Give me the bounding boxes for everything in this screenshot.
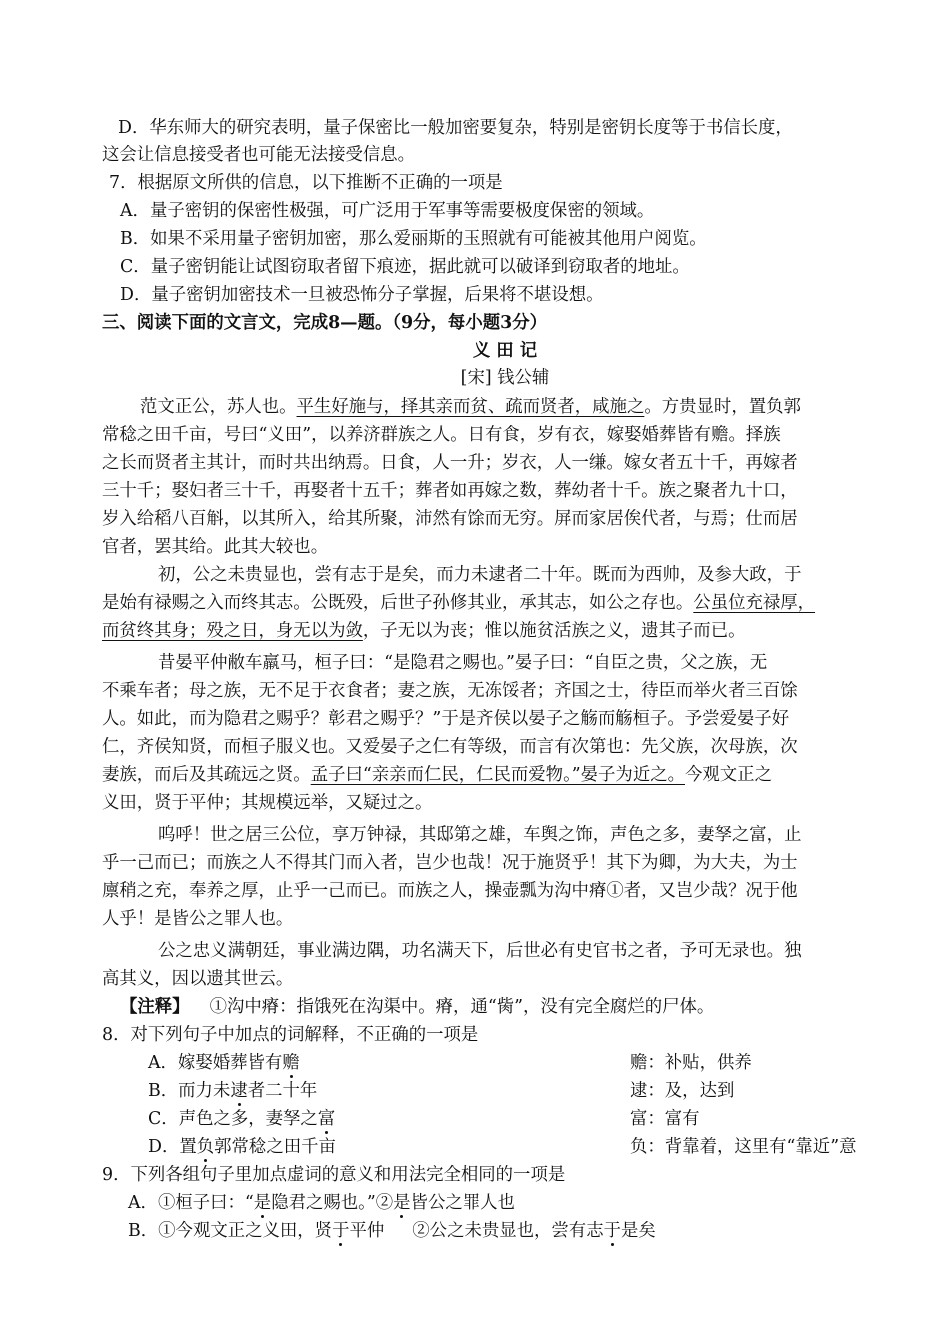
- q8-b-dotted-word: 逮: [230, 1081, 248, 1101]
- p3-line3: 人。如此，而为隐君之赐乎？彰君之赐乎？”于是齐侯以晏子之觞而觞桓子。予尝爱晏子好: [102, 709, 790, 729]
- q9-b-part1-pre: B．①今观文正之义田，贤: [128, 1221, 333, 1241]
- q9-a-part2-post: 皆公之罪人也: [410, 1193, 515, 1213]
- q8-c-gloss: 富：富有: [630, 1109, 700, 1129]
- q6-option-d-line2: 这会让信息接受者也可能无法接受信息。: [102, 145, 416, 165]
- q7-option-d: D．量子密钥加密技术一旦被恐怖分子掌握，后果将不堪设想。: [120, 285, 604, 305]
- q8-d-text-post: 郭常稔之田千亩: [214, 1137, 336, 1157]
- p3-line2: 不乘车者；母之族，无不足于衣食者；妻之族，无冻馁者；齐国之士，待臣而举火者三百馀: [102, 681, 798, 701]
- q9-a-part1-dotted: 是: [253, 1193, 272, 1213]
- q8-c-dotted-word: 富: [317, 1109, 336, 1129]
- p3-line6: 义田，贤于平仲；其规模远举，又疑过之。: [102, 793, 433, 813]
- q8-option-b: [148, 1079, 908, 1103]
- p1-underlined-sentence: 平生好施与，择其亲而贫、疏而贤者，咸施之: [296, 397, 645, 417]
- q8-b-text-pre: B．而力未: [148, 1081, 231, 1101]
- p2-underlined-a: 公虽位充禄厚，: [693, 593, 816, 613]
- q8-b-text-post: 者二十年: [247, 1081, 318, 1101]
- q9-stem: 9．下列各组句子里加点虚词的意义和用法完全相同的一项是: [102, 1165, 566, 1185]
- q8-stem: 8．对下列句子中加点的词解释，不正确的一项是: [102, 1025, 479, 1045]
- q8-a-gloss: 赡：补贴，供养: [630, 1053, 752, 1073]
- p4-line4: 人乎！是皆公之罪人也。: [102, 909, 294, 929]
- p5-line1: 公之忠义满朝廷，事业满边隅，功名满天下，后世必有史官书之者，予可无录也。独: [158, 941, 802, 961]
- p1-line6: 官者，罢其给。此其大较也。: [102, 537, 329, 557]
- p3-line5-a: 妻族，而后及其疏远之贤。: [102, 765, 311, 785]
- q8-b-gloss: 逮：及，达到: [630, 1081, 735, 1101]
- q9-option-a: [128, 1191, 515, 1215]
- q7-stem: 7．根据原文所供的信息，以下推断不正确的一项是: [109, 173, 503, 193]
- q6-option-d-line1: D．华东师大的研究表明，量子保密比一般加密要复杂，特别是密钥长度等于书信长度，: [118, 118, 793, 138]
- p4-line3: 廪稍之充，奉养之厚，止乎一己而已。而族之人，操壶瓢为沟中瘠①者，又岂少哉？况于他: [102, 881, 798, 901]
- q8-option-d: [148, 1135, 908, 1159]
- q9-a-part1-post: 隐君之赐也。”②: [271, 1193, 394, 1213]
- q7-option-b: B．如果不采用量子密钥加密，那么爱丽斯的玉照就有可能被其他用户阅览。: [120, 229, 707, 249]
- p3-underlined-quote: 孟子曰“亲亲而仁民，仁民而爱物。”晏子为近之。: [310, 765, 685, 785]
- p4-line1: 呜呼！世之居三公位，享万钟禄，其邸第之雄，车舆之饰，声色之多，妻孥之富，止: [158, 825, 802, 845]
- q9-option-b: [128, 1219, 656, 1243]
- annotation-note: [120, 995, 714, 1019]
- p1-line1-b: 。方贵显时，置负郭: [644, 397, 801, 417]
- p2-line3-b: ，子无以为丧；惟以施贫活族之义，遗其子而已。: [362, 621, 746, 641]
- p2-line2-a: 是始有禄赐之入而终其志。公既殁，后世子孙修其业，承其志，如公之存也。: [102, 593, 694, 613]
- passage-author: [宋] 钱公辅: [460, 368, 550, 388]
- q8-option-a: [148, 1051, 908, 1075]
- p2-line1: 初，公之未贵显也，尝有志于是矣，而力未逮者二十年。既而为西帅，及参大政，于: [158, 565, 802, 585]
- q8-d-text-pre: D．置: [148, 1137, 197, 1157]
- q9-b-part2-dotted: 于: [603, 1221, 621, 1241]
- q9-a-part1-pre: A．①桓子曰：“: [128, 1193, 254, 1213]
- p1-line3: 之长而贤者主其计，而时共出纳焉。日食，人一升；岁衣，人一缣。嫁女者五十千，再嫁者: [102, 453, 798, 473]
- q9-b-part1-post: 平仲: [349, 1221, 385, 1241]
- p5-line2: 高其义，因以遗其世云。: [102, 969, 294, 989]
- p3-line5-b: 今观文正之: [685, 765, 772, 785]
- q8-c-text-pre: C．声色之多，妻孥之: [148, 1109, 318, 1129]
- p2-line2: [102, 591, 815, 615]
- p1-line4: 三十千；娶妇者三十千，再娶者十五千；葬者如再嫁之数，葬幼者十千。族之聚者九十口，: [102, 481, 798, 501]
- p1-line5: 岁入给稻八百斛，以其所入，给其所聚，沛然有馀而无穷。屏而家居俟代者，与焉；仕而居: [102, 509, 798, 529]
- p3-line5: [102, 763, 772, 787]
- p3-line4: 仁，齐侯知贤，而桓子服义也。又爱晏子之仁有等级，而言有次第也：先父族，次母族，次: [102, 737, 798, 757]
- q9-a-part2-dotted: 是: [393, 1193, 411, 1213]
- q8-a-text-pre: A．嫁娶婚葬皆有: [148, 1053, 283, 1073]
- q7-option-c: C．量子密钥能让试图窃取者留下痕迹，据此就可以破译到窃取者的地址。: [120, 257, 690, 277]
- q8-option-c: [148, 1107, 908, 1131]
- q9-b-part1-dotted: 于: [332, 1221, 350, 1241]
- q7-option-a: A．量子密钥的保密性极强，可广泛用于军事等需要极度保密的领域。: [120, 201, 655, 221]
- q9-b-part2-pre: ②公之未贵显也，尝有志: [412, 1221, 604, 1241]
- q8-d-gloss: 负：背靠着，这里有“靠近”意: [630, 1137, 857, 1157]
- p1-line1-a: 范文正公，苏人也。: [140, 397, 297, 417]
- note-label: 【注释】: [120, 997, 190, 1017]
- p3-line1: 昔晏平仲敝车羸马，桓子曰：“是隐君之赐也。”晏子曰：“自臣之贵，父之族，无: [158, 653, 768, 673]
- note-text: ①沟中瘠：指饿死在沟渠中。瘠，通“胔”，没有完全腐烂的尸体。: [209, 997, 715, 1017]
- p1-line2: 常稔之田千亩，号曰“义田”，以养济群族之人。日有食，岁有衣，嫁娶婚葬皆有赡。择族: [102, 425, 781, 445]
- p2-line3: [102, 619, 745, 643]
- p2-underlined-b: 而贫终其身；殁之日，身无以为敛: [102, 621, 363, 641]
- p1-line1: [140, 395, 801, 419]
- section3-heading: 三、阅读下面的文言文，完成8—题。（9分，每小题3分）: [102, 313, 547, 333]
- q8-d-dotted-word: 负: [196, 1137, 215, 1157]
- p4-line2: 乎一己而已；而族之人不得其门而入者，岂少也哉！况于施贤乎！其下为卿，为大夫，为士: [102, 853, 798, 873]
- q9-b-part2-post: 是矣: [621, 1221, 656, 1241]
- q8-a-dotted-word: 赡: [282, 1053, 300, 1073]
- passage-title: 义 田 记: [472, 341, 538, 361]
